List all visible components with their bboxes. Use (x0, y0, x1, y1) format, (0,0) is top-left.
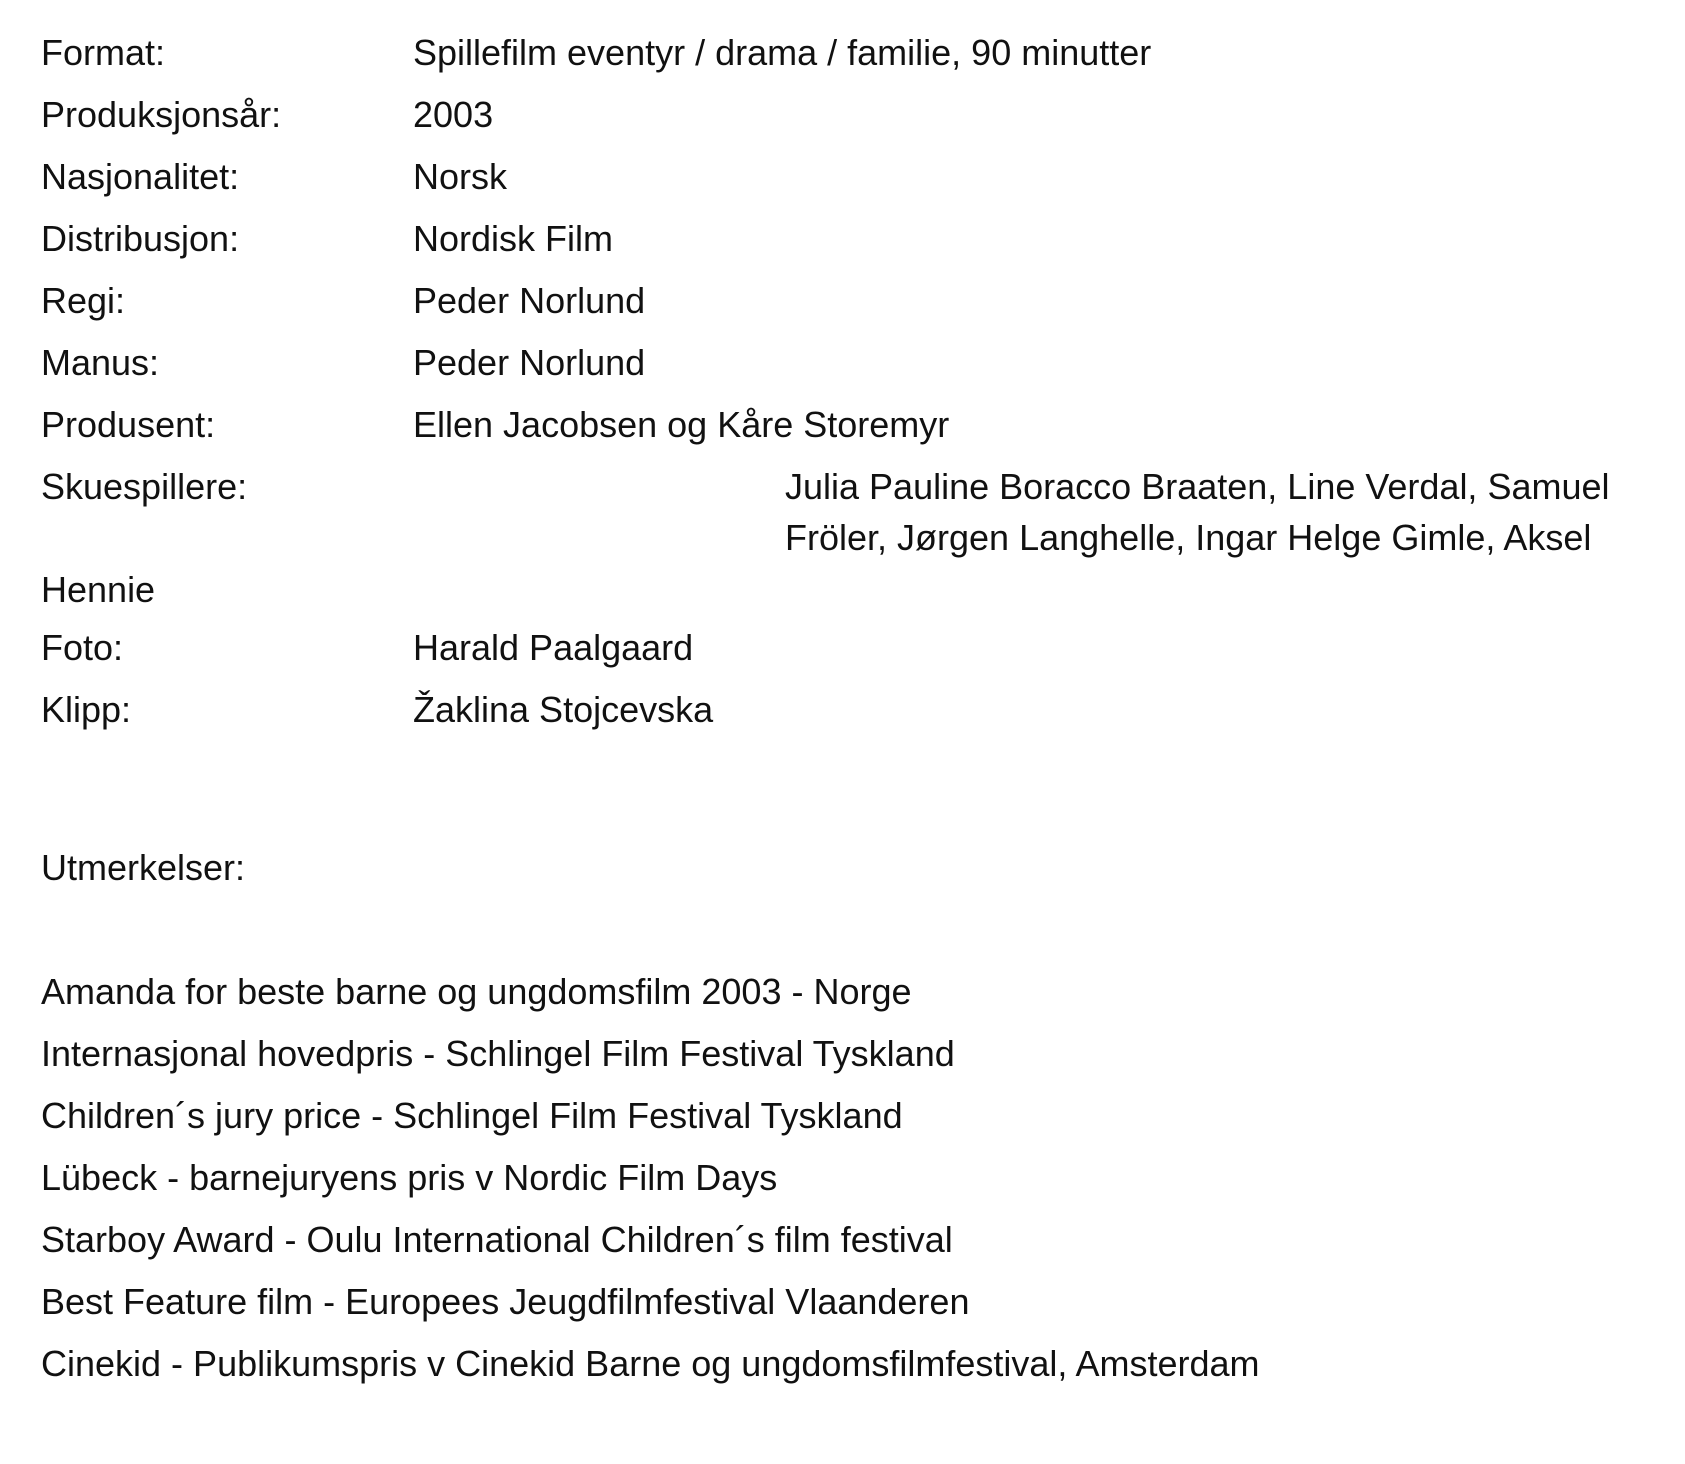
credit-row-year (41, 84, 1386, 146)
credit-row-editing (41, 679, 1386, 741)
award-item: Cinekid - Publikumspris v Cinekid Barne og ungdomsfilmfestival, Amsterdam (41, 1343, 1260, 1384)
spacer (41, 899, 1386, 961)
credit-label: Nasjonalitet: (41, 156, 240, 197)
credit-value: 2003 (413, 94, 494, 135)
credit-value: Norsk (413, 156, 508, 197)
credit-row-producer (41, 394, 1386, 456)
award-item: Internasjonal hovedpris - Schlingel Film Festival Tyskland (41, 1033, 955, 1074)
award-item: Lübeck - barnejuryens pris v Nordic Film Days (41, 1157, 778, 1198)
award-item: Starboy Award - Oulu International Children´s film festival (41, 1219, 953, 1260)
awards-heading: Utmerkelser: (41, 847, 246, 888)
credit-label: Regi: (41, 280, 126, 321)
credit-value: Spillefilm eventyr / drama / familie, 90 minutter (413, 32, 1152, 73)
credit-label: Foto: (41, 627, 124, 668)
credit-value: Žaklina Stojcevska (413, 689, 714, 730)
film-fact-sheet (41, 22, 1610, 1395)
actors-line: Julia Pauline Boracco Braaten, Line Verdal, Samuel (785, 466, 1610, 507)
credit-row-nationality (41, 146, 1386, 208)
credit-row-actors (41, 456, 1610, 563)
credit-label: Klipp: (41, 689, 132, 730)
credit-row-photo (41, 617, 1386, 679)
credit-label: Format: (41, 32, 166, 73)
actors-line: Fröler, Jørgen Langhelle, Ingar Helge Gimle, Aksel (785, 517, 1592, 558)
award-item: Amanda for beste barne og ungdomsfilm 2003 - Norge (41, 971, 912, 1012)
credit-label: Skuespillere: (41, 466, 248, 507)
credit-value: Nordisk Film (413, 218, 614, 259)
credit-value: Harald Paalgaard (413, 627, 694, 668)
credit-value: Peder Norlund (413, 342, 646, 383)
credit-label: Produsent: (41, 404, 216, 445)
award-item: Children´s jury price - Schlingel Film Festival Tyskland (41, 1095, 903, 1136)
credit-row-format (41, 22, 1386, 84)
credit-row-distribution (41, 208, 1386, 270)
credit-row-script (41, 332, 1386, 394)
credit-value: Ellen Jacobsen og Kåre Storemyr (413, 404, 950, 445)
actors-line-overflow: Hennie (41, 569, 156, 610)
credit-row-director (41, 270, 1386, 332)
credit-label: Manus: (41, 342, 160, 383)
awards-list (41, 961, 1386, 1395)
spacer (41, 741, 1386, 837)
credit-label: Produksjonsår: (41, 94, 282, 135)
credit-value-actors (785, 456, 1685, 563)
credit-label: Distribusjon: (41, 218, 240, 259)
credit-value: Peder Norlund (413, 280, 646, 321)
award-item: Best Feature film - Europees Jeugdfilmfestival Vlaanderen (41, 1281, 970, 1322)
